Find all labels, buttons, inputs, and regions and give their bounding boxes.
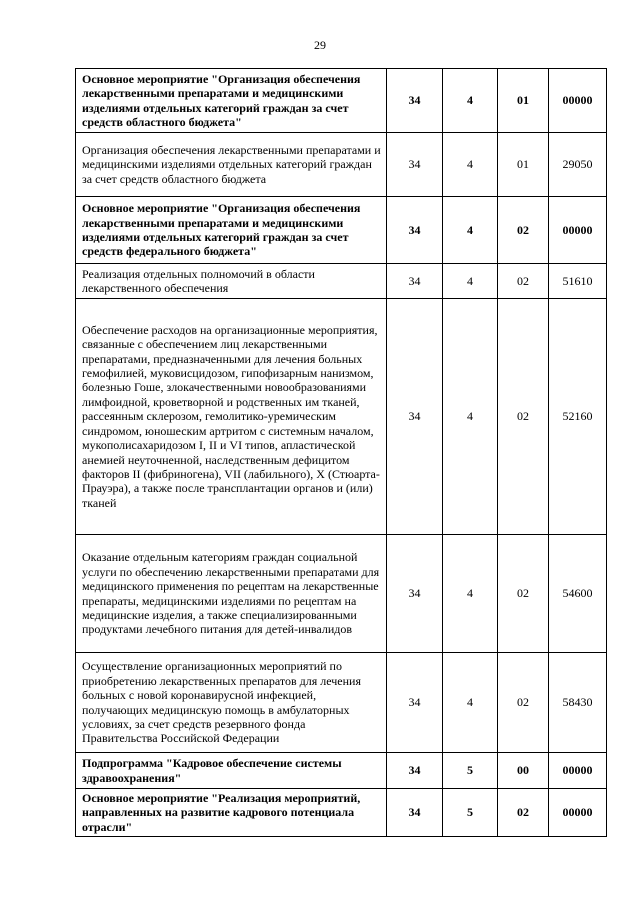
subprogram-code-cell: 4 [443, 535, 498, 653]
direction-code-cell: 54600 [549, 535, 607, 653]
table-row [76, 535, 607, 653]
program-code-cell: 34 [387, 299, 443, 535]
program-code-cell: 34 [387, 197, 443, 264]
page-number: 29 [314, 38, 326, 52]
table-row [76, 789, 607, 837]
program-code-cell: 34 [387, 133, 443, 197]
expense-name-cell: Подпрограмма "Кадровое обеспечение системы здравоохранения" [76, 753, 387, 789]
subprogram-code-cell: 4 [443, 653, 498, 753]
direction-code-cell: 00000 [549, 789, 607, 837]
main-activity-code-cell: 02 [498, 653, 549, 753]
main-activity-code-cell: 02 [498, 789, 549, 837]
main-activity-code-cell: 02 [498, 299, 549, 535]
table-row [76, 69, 607, 133]
expense-name-cell: Организация обеспечения лекарственными препаратами и медицинскими изделиями отдельных категорий граждан за счет средств областного бюджета [76, 133, 387, 197]
program-code-cell: 34 [387, 535, 443, 653]
direction-code-cell: 51610 [549, 264, 607, 299]
main-activity-code-cell: 02 [498, 197, 549, 264]
expense-name-cell: Основное мероприятие "Организация обеспечения лекарственными препаратами и медицинскими изделиями отдельных категорий граждан за счет средств федерального бюджета" [76, 197, 387, 264]
program-code-cell: 34 [387, 264, 443, 299]
program-code-cell: 34 [387, 753, 443, 789]
subprogram-code-cell: 5 [443, 789, 498, 837]
direction-code-cell: 00000 [549, 69, 607, 133]
program-code-cell: 34 [387, 69, 443, 133]
program-code-cell: 34 [387, 653, 443, 753]
subprogram-code-cell: 4 [443, 69, 498, 133]
main-activity-code-cell: 00 [498, 753, 549, 789]
program-code-cell: 34 [387, 789, 443, 837]
main-activity-code-cell: 02 [498, 535, 549, 653]
table-body [76, 69, 607, 837]
expense-name-cell: Реализация отдельных полномочий в области лекарственного обеспечения [76, 264, 387, 299]
table-row [76, 299, 607, 535]
expense-name-cell: Основное мероприятие "Реализация мероприятий, направленных на развитие кадрового потенциала отрасли" [76, 789, 387, 837]
direction-code-cell: 29050 [549, 133, 607, 197]
main-activity-code-cell: 01 [498, 69, 549, 133]
subprogram-code-cell: 4 [443, 299, 498, 535]
table-row [76, 197, 607, 264]
subprogram-code-cell: 5 [443, 753, 498, 789]
subprogram-code-cell: 4 [443, 133, 498, 197]
expense-name-cell: Основное мероприятие "Организация обеспечения лекарственными препаратами и медицинскими изделиями отдельных категорий граждан за счет средств областного бюджета" [76, 69, 387, 133]
direction-code-cell: 00000 [549, 753, 607, 789]
direction-code-cell: 58430 [549, 653, 607, 753]
table-row [76, 753, 607, 789]
expense-name-cell: Обеспечение расходов на организационные мероприятия, связанные с обеспечением лиц лекарственными препаратами, предназначенными для лечения больных гемофилией, муковисцидозом, гипофизарным нанизмом, болезнью Гоше, злокачественными новообразованиями лимфоидной, кроветворной и родственных им тканей, рассеянным склерозом, гемолитико-уремическим синдромом, юношеским артритом с системным началом, мукополисахаридозом I, II и VI типов, апластической анемией неуточненной, наследственным дефицитом факторов II (фибриногена), VII (лабильного), X (Стюарта-Прауэра), а также после трансплантации органов и (или) тканей [76, 299, 387, 535]
direction-code-cell: 52160 [549, 299, 607, 535]
expense-name-cell: Осуществление организационных мероприятий по приобретению лекарственных препаратов для лечения больных с новой коронавирусной инфекцией, получающих медицинскую помощь в амбулаторных условиях, за счет средств резервного фонда Правительства Российской Федерации [76, 653, 387, 753]
direction-code-cell: 00000 [549, 197, 607, 264]
table-row [76, 133, 607, 197]
subprogram-code-cell: 4 [443, 197, 498, 264]
main-activity-code-cell: 02 [498, 264, 549, 299]
budget-classification-table [75, 68, 607, 837]
table-row [76, 653, 607, 753]
table-row [76, 264, 607, 299]
expense-name-cell: Оказание отдельным категориям граждан социальной услуги по обеспечению лекарственными препаратами для медицинского применения по рецептам на лекарственные препараты, медицинскими изделиями по рецептам на медицинские изделия, а также специализированными продуктами лечебного питания для детей-инвалидов [76, 535, 387, 653]
main-activity-code-cell: 01 [498, 133, 549, 197]
subprogram-code-cell: 4 [443, 264, 498, 299]
